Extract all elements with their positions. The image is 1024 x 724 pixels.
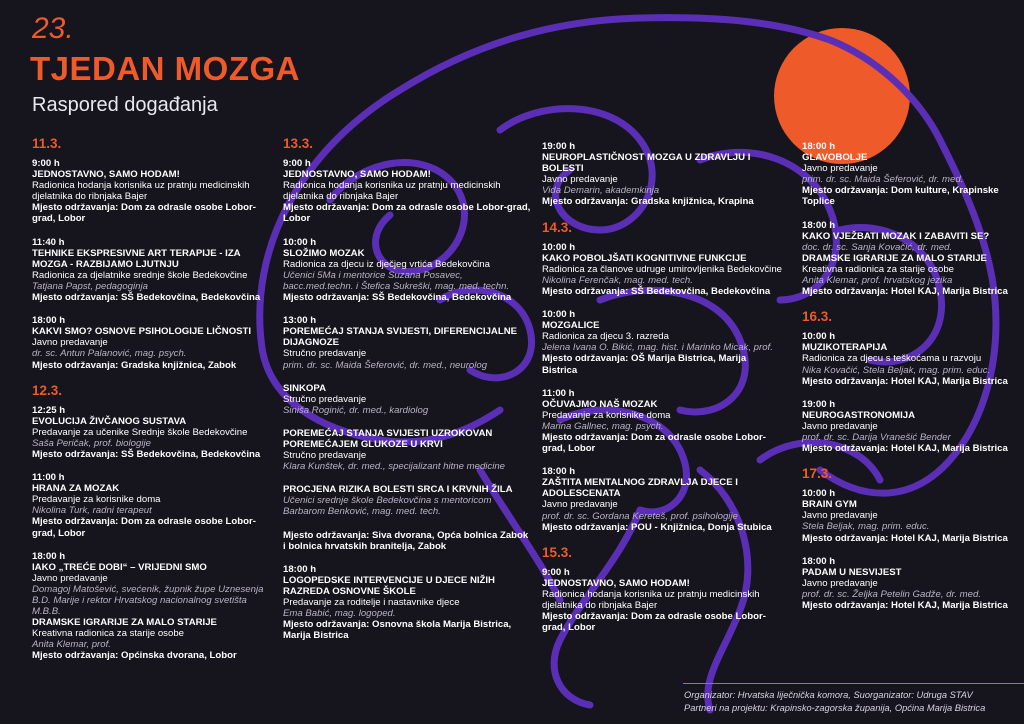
day-heading: 11.3.: [32, 136, 62, 151]
event-title: PROCJENA RIZIKA BOLESTI SRCA I KRVNIH ŽILA: [283, 484, 513, 496]
event-title: ZAŠTITA MENTALNOG ZDRAVLJA DJECE I ADOLESCENATA: [542, 477, 738, 500]
event-speaker: doc. dr. sc. Sanja Kovačić, dr. med.: [802, 241, 953, 253]
day-heading: 13.3.: [283, 136, 314, 151]
event-speaker: Marina Gallnec, mag. psych.: [542, 420, 664, 432]
event-speaker: Anita Klemar, prof.: [32, 639, 111, 651]
event-place: Mjesto održavanja: Hotel KAJ, Marija Bistrica: [802, 375, 1008, 387]
event: [283, 237, 531, 304]
event-place: Mjesto održavanja: Dom za odrasle osobe Lobor-grad, Lobor: [542, 431, 766, 455]
event-speaker: Nika Kovačić, Stela Beljak, mag. prim. educ.: [802, 364, 991, 376]
event-place: Mjesto održavanja: SŠ Bedekovčina, Bedekovčina: [542, 285, 771, 297]
event: [32, 237, 272, 304]
event-speaker: prof. dr. sc. Željka Petelin Gadže, dr. med.: [802, 588, 981, 600]
event-time: 19:00 h: [802, 398, 836, 410]
event-type: Javno predavanje: [32, 337, 108, 349]
event-title: SINKOPA: [283, 382, 326, 394]
event-type: Javno predavanje: [802, 510, 878, 522]
event-type: Radionica za djecu s teškoćama u razvoju: [802, 353, 982, 365]
event-place: Mjesto održavanja: Gradska knjižnica, Krapina: [542, 196, 754, 208]
event-time: 9:00 h: [32, 158, 60, 169]
event-type: Predavanje za roditelje i nastavnike djece: [283, 597, 460, 608]
event-title: HRANA ZA MOZAK: [32, 483, 120, 495]
event: [802, 220, 1012, 298]
event: [283, 428, 531, 472]
event-type: Predavanje za učenike Srednje škole Bedekovčine: [32, 426, 248, 438]
event-title: PADAM U NESVIJEST: [802, 566, 902, 578]
event: [283, 315, 531, 370]
event-title: BRAIN GYM: [802, 499, 857, 511]
event-speaker: Ema Babić, mag. logoped.: [283, 608, 396, 620]
event-title: KAKO POBOLJŠATI KOGNITIVNE FUNKCIJE: [542, 252, 747, 264]
event-type: Javno predavanje: [542, 499, 618, 511]
event-place: Mjesto održavanja: Gradska knjižnica, Zabok: [32, 359, 237, 371]
event-time: 18:00 h: [283, 563, 317, 575]
footer-divider: [683, 683, 1024, 684]
event-speaker: Tatjana Papst, pedagoginja: [32, 280, 148, 292]
event-title: POREMEĆAJ STANJA SVIJESTI UZROKOVAN POREMEĆAJEM GLUKOZE U KRVI: [283, 427, 493, 450]
event-type: Radionica hodanja korisnika uz pratnju medicinskih djelatnika do ribnjaka Bajer: [32, 180, 250, 203]
event-time: 18:00 h: [802, 141, 836, 152]
event-speaker: Jelena Ivana O. Bikić, mag. hist. i Marinko Micak, prof.: [542, 342, 773, 354]
event-type: Javno predavanje: [32, 572, 108, 584]
event-title: MUZIKOTERAPIJA: [802, 342, 888, 354]
event-title: EVOLUCIJA ŽIVČANOG SUSTAVA: [32, 415, 187, 427]
event-time: 12:25 h: [32, 404, 66, 416]
event-time: 11:40 h: [32, 236, 65, 248]
event-speaker: prim. dr. sc. Maida Šeferović, dr. med.: [802, 174, 964, 186]
day-heading: 15.3.: [542, 544, 573, 560]
edition-number: 23.: [32, 12, 74, 45]
day-heading: 17.3.: [802, 466, 833, 482]
event: [283, 564, 531, 642]
event-place: Mjesto održavanja: Dom za odrasle osobe Lobor-grad, Lobor: [32, 516, 256, 539]
event: [542, 466, 782, 533]
event-time: 10:00 h: [542, 309, 576, 321]
event-place: Mjesto održavanja: Dom za odrasle osobe Lobor-grad, Lobor: [542, 611, 766, 634]
event: [542, 567, 782, 634]
event-time: 11:00 h: [32, 472, 65, 484]
event-time: 11:00 h: [542, 387, 575, 399]
event-place: Mjesto održavanja: SŠ Bedekovčina, Bedekovčina: [32, 292, 261, 304]
event: [32, 158, 272, 225]
event: [802, 556, 1012, 611]
event-speaker: Saša Peričak, prof. biologije: [32, 437, 151, 449]
event: [283, 530, 531, 552]
event-type: Javno predavanje: [542, 174, 618, 186]
event-type: Kreativna radionica za starije osobe: [802, 263, 954, 275]
event-title: KAKVI SMO? OSNOVE PSIHOLOGIJE LIČNOSTI: [32, 326, 252, 338]
event-title: TEHNIKE EKSPRESIVNE ART TERAPIJE - IZA MOZGA - RAZBIJAMO LJUTNJU: [32, 247, 241, 270]
event: [32, 472, 272, 539]
event: [802, 399, 1012, 454]
event-place: Mjesto održavanja: Dom za odrasle osobe Lobor-grad, Lobor: [32, 202, 256, 225]
event-time: 18:00 h: [802, 555, 836, 567]
schedule-column-4: [802, 141, 1012, 623]
day-heading: 14.3.: [542, 219, 573, 235]
footer: [684, 689, 985, 714]
event-title: DRAMSKE IGRARIJE ZA MALO STARIJE: [802, 252, 987, 264]
event-title: OČUVAJMO NAŠ MOZAK: [542, 398, 658, 410]
day-heading: 12.3.: [32, 382, 63, 398]
event: [542, 309, 782, 376]
event-place: Mjesto održavanja: Općinska dvorana, Lobor: [32, 650, 237, 662]
event-time: 10:00 h: [542, 241, 576, 253]
schedule-column-3: [542, 141, 782, 645]
event-time: 9:00 h: [542, 566, 570, 578]
event-type: Radionica za djelatnike srednje škole Bedekovčine: [32, 269, 248, 281]
event-title: POREMEĆAJ STANJA SVIJESTI, DIFERENCIJALNE DIJAGNOZE: [283, 326, 518, 349]
event: [283, 158, 531, 225]
footer-organizer: Organizator: Hrvatska liječnička komora, Suorganizator: Udruga STAV: [684, 690, 973, 700]
event-speaker: dr. sc. Antun Palanović, mag. psych.: [32, 348, 187, 360]
event-time: 10:00 h: [283, 236, 317, 248]
event-type: Predavanje za korisnike doma: [542, 409, 671, 421]
event-type: Predavanje za korisnike doma: [32, 494, 161, 506]
event-type: Stručno predavanje: [283, 450, 367, 462]
event-type: Kreativna radionica za starije osobe: [32, 628, 184, 640]
event: [32, 315, 272, 370]
page-title: TJEDAN MOZGA: [30, 50, 300, 87]
event-place: Mjesto održavanja: Hotel KAJ, Marija Bistrica: [802, 443, 1008, 455]
event-time: 10:00 h: [802, 488, 836, 500]
event-speaker: prof. dr. sc. Gordana Kereteš, prof. psihologije: [542, 510, 738, 522]
event-speaker: Nikolina Ferenčak, mag. med. tech.: [542, 274, 693, 286]
event-time: 19:00 h: [542, 141, 576, 152]
event-title: SLOŽIMO MOZAK: [283, 247, 365, 259]
event-time: 10:00 h: [802, 331, 836, 343]
event-title: IAKO „TREĆE DOBI“ – VRIJEDNI SMO: [32, 561, 207, 573]
event: [802, 331, 1012, 386]
event: [542, 242, 782, 297]
event: [283, 484, 531, 517]
event-place: Mjesto održavanja: POU - Knjižnica, Donja Stubica: [542, 521, 772, 533]
event-place: Mjesto održavanja: SŠ Bedekovčina, Bedekovčina: [32, 448, 261, 460]
event-time: 18:00 h: [802, 219, 836, 231]
event-type: Radionica hodanja korisnika uz pratnju medicinskih djelatnika do ribnjaka Bajer: [283, 180, 501, 203]
event-place: Mjesto održavanja: Hotel KAJ, Marija Bistrica: [802, 600, 1008, 611]
event: [542, 388, 782, 455]
event-speaker: Klara Kunštek, dr. med., specijalizant hitne medicine: [283, 461, 506, 473]
event-type: Javno predavanje: [802, 420, 878, 432]
event-title: LOGOPEDSKE INTERVENCIJE U DJECE NIŽIH RAZREDA OSNOVNE ŠKOLE: [283, 574, 495, 597]
event-speaker: Anita Klemar, prof. hrvatskog jezika: [802, 275, 953, 287]
event: [542, 141, 782, 208]
event-type: Radionica za članove udruge umirovljenika Bedekovčine: [542, 263, 782, 275]
event-title: MOZGALICE: [542, 320, 600, 332]
event-place: Mjesto održavanja: Osnovna škola Marija Bistrica, Marija Bistrica: [283, 619, 512, 642]
event-time: 13:00 h: [283, 315, 317, 327]
event-speaker: Stela Beljak, mag. prim. educ.: [802, 521, 930, 533]
event-speaker: Nikolina Turk, radni terapeut: [32, 505, 152, 517]
event-title: JEDNOSTAVNO, SAMO HODAM!: [283, 169, 431, 181]
page-subtitle: Raspored događanja: [32, 94, 218, 116]
event: [32, 405, 272, 460]
event-place: Mjesto održavanja: Dom kulture, Krapinske Toplice: [802, 185, 999, 208]
event-title: JEDNOSTAVNO, SAMO HODAM!: [32, 169, 180, 181]
event: [802, 488, 1012, 543]
event-time: 18:00 h: [32, 550, 66, 562]
event-time: 9:00 h: [283, 158, 311, 169]
event-speaker: Učenici 5Ma i mentorice Suzana Posavec, bacc.med.techn. i Štefica Sukreški, mag. med. techn.: [283, 269, 510, 292]
event-time: 18:00 h: [32, 315, 66, 327]
event-place: Mjesto održavanja: Hotel KAJ, Marija Bistrica: [802, 532, 1008, 544]
event: [32, 551, 272, 662]
event-speaker: Siniša Roginić, dr. med., kardiolog: [283, 404, 429, 416]
event: [802, 141, 1012, 208]
schedule-column-1: [32, 136, 272, 674]
schedule-column-2: [283, 136, 531, 653]
event-type: Javno predavanje: [802, 577, 878, 589]
event: [283, 383, 531, 416]
event-type: Radionica za djecu iz dječjeg vrtića Bedekovčina: [283, 258, 490, 270]
event-title: DRAMSKE IGRARIJE ZA MALO STARIJE: [32, 617, 217, 629]
event-type: Stručno predavanje: [283, 393, 367, 405]
day-heading: 16.3.: [802, 309, 833, 325]
event-title: NEUROPLASTIČNOST MOZGA U ZDRAVLJU I BOLESTI: [542, 152, 751, 175]
event-type: Stručno predavanje: [283, 348, 367, 360]
event-title: JEDNOSTAVNO, SAMO HODAM!: [542, 577, 690, 589]
event-title: GLAVOBOLJE: [802, 152, 868, 164]
event-place: Mjesto održavanja: Hotel KAJ, Marija Bistrica: [802, 286, 1008, 298]
event-title: KAKO VJEŽBATI MOZAK I ZABAVITI SE?: [802, 230, 990, 242]
event-place: Mjesto održavanja: OŠ Marija Bistrica, Marija Bistrica: [542, 353, 747, 376]
event-place: Mjesto održavanja: Dom za odrasle osobe Lobor-grad, Lobor: [283, 202, 531, 225]
event-time: 18:00 h: [542, 466, 576, 478]
footer-partners: Partneri na projektu: Krapinsko-zagorska županija, Općina Marija Bistrica: [684, 702, 986, 713]
event-type: Radionica hodanja korisnika uz pratnju medicinskih djelatnika do ribnjaka Bajer: [542, 588, 760, 611]
event-speaker: prim. dr. sc. Maida Šeferović, dr. med., neurolog: [283, 359, 488, 371]
event-place: Mjesto održavanja: Siva dvorana, Opća bolnica Zabok i bolnica hrvatskih branitelja, Zabok: [283, 529, 529, 552]
event-type: Javno predavanje: [802, 163, 878, 175]
event-speaker: Vida Demarin, akademkinja: [542, 185, 660, 197]
event-speaker: Domagoj Matošević, svećenik, župnik župe Uznesenja B.D. Marije i rektor Hrvatskog nacionalnog svetišta M.B.B.: [32, 583, 264, 618]
event-speaker: Učenici srednje škole Bedekovčina s mentoricom Barbarom Benković, mag. med. tech.: [283, 495, 492, 518]
event-place: Mjesto održavanja: SŠ Bedekovčina, Bedekovčina: [283, 292, 512, 304]
event-speaker: prof. dr. sc. Darija Vranešić Bender: [802, 431, 951, 443]
event-type: Radionica za djecu 3. razreda: [542, 331, 669, 343]
event-title: NEUROGASTRONOMIJA: [802, 409, 915, 421]
